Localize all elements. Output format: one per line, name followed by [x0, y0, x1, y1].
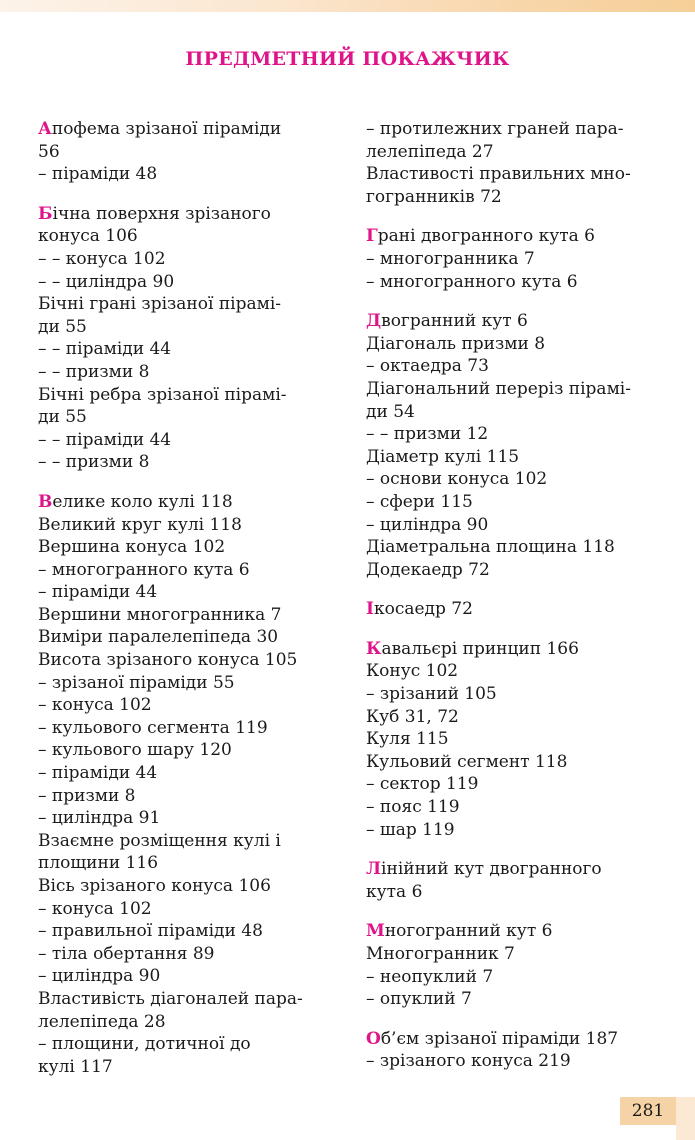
- index-entry: Властивість діагоналей пара-: [38, 988, 303, 1009]
- index-entry: Діагональ призми 8: [366, 333, 546, 354]
- index-entry: – протилежних граней пара-: [366, 119, 624, 139]
- index-entry: – многогранника 7: [366, 248, 535, 269]
- index-entry: – сфери 115: [366, 491, 473, 512]
- index-entry: – неопуклий 7: [366, 966, 494, 987]
- index-entry: – піраміди 44: [38, 763, 158, 784]
- corner-decoration: [676, 1097, 695, 1140]
- index-section-heading-entry: [366, 920, 666, 943]
- section-gap: [366, 581, 666, 598]
- section-initial-letter: О: [366, 1028, 381, 1049]
- index-entry: ди 55: [38, 407, 87, 428]
- index-entry: – зрізаної піраміди 55: [38, 672, 235, 693]
- section-gap: [366, 1011, 666, 1028]
- section-initial-letter: А: [38, 119, 52, 139]
- index-entry: – циліндра 91: [38, 808, 161, 829]
- index-section-heading-entry: [366, 858, 666, 881]
- index-entry: Великий круг кулі 118: [38, 514, 242, 535]
- index-entry: Вісь зрізаного конуса 106: [38, 876, 271, 896]
- section-initial-letter: І: [366, 599, 374, 620]
- index-entry: Бічні ребра зрізаної пірамі-: [38, 384, 287, 405]
- index-entry: Виміри паралелепіпеда 30: [38, 627, 279, 648]
- index-entry: – циліндра 90: [38, 966, 161, 987]
- index-entry: кута 6: [366, 881, 423, 902]
- index-entry: Діаметр кулі 115: [366, 446, 520, 467]
- index-section-heading-entry: [38, 203, 338, 226]
- index-entry-text: елике коло кулі 118: [52, 491, 233, 512]
- section-gap: [38, 474, 338, 491]
- page-title: ПРЕДМЕТНИЙ ПОКАЖЧИК: [185, 48, 510, 70]
- section-gap: [366, 621, 666, 638]
- index-entry: Конус 102: [366, 661, 459, 682]
- index-entry: – многогранного кута 6: [38, 559, 250, 580]
- index-entry: – піраміди 44: [38, 582, 158, 603]
- section-gap: [366, 841, 666, 858]
- index-entry: – шар 119: [366, 819, 455, 840]
- index-entry-text: пофема зрізаної піраміди: [51, 119, 282, 139]
- index-section-heading-entry: [366, 598, 666, 621]
- section-gap: [38, 186, 338, 203]
- index-entry: Діагональний переріз пірамі-: [366, 378, 631, 399]
- index-entry: – кульового шару 120: [38, 740, 232, 761]
- index-entry: – призми 8: [38, 785, 136, 806]
- index-entry: – опуклий 7: [366, 989, 472, 1010]
- index-entry: Висота зрізаного конуса 105: [38, 650, 298, 671]
- index-entry: – тіла обертання 89: [38, 943, 215, 964]
- index-entry: – кульового сегмента 119: [38, 717, 268, 738]
- index-entry: – площини, дотичної до: [38, 1034, 251, 1055]
- index-entry: лелепіпеда 28: [38, 1011, 166, 1032]
- index-entry-text: ногогранний кут 6: [384, 921, 553, 942]
- index-entry: гогранників 72: [366, 186, 502, 207]
- index-entry: площини 116: [38, 853, 159, 874]
- index-entry: Кульовий сегмент 118: [366, 751, 568, 772]
- index-entry-text: інійний кут двогранного: [381, 859, 602, 880]
- index-entry: Взаємне розміщення кулі і: [38, 830, 281, 851]
- section-initial-letter: Д: [366, 311, 382, 332]
- top-decorative-band: [0, 0, 695, 12]
- index-entry-text: вогранний кут 6: [381, 311, 528, 332]
- index-entry: ди 54: [366, 401, 415, 422]
- index-entry: – – призми 8: [38, 361, 150, 382]
- index-section-heading-entry: [38, 491, 338, 514]
- index-column-left: [38, 118, 338, 1078]
- index-entry: – зрізаного конуса 219: [366, 1051, 571, 1072]
- index-entry: лелепіпеда 27: [366, 141, 494, 162]
- index-entry: – основи конуса 102: [366, 469, 548, 490]
- section-initial-letter: К: [366, 638, 382, 659]
- section-initial-letter: Л: [366, 859, 382, 880]
- section-initial-letter: Б: [38, 203, 53, 224]
- index-entry: Діаметральна площина 118: [366, 537, 615, 558]
- index-entry: – – конуса 102: [38, 248, 166, 269]
- index-entry: – піраміди 48: [38, 164, 158, 185]
- page-number: 281: [620, 1097, 676, 1125]
- index-entry: конуса 106: [38, 226, 138, 247]
- index-entry: – – призми 8: [38, 452, 150, 473]
- index-entry: – – піраміди 44: [38, 429, 172, 450]
- index-entry: Многогранник 7: [366, 944, 515, 964]
- index-entry: Властивості правильних мно-: [366, 164, 631, 185]
- index-section-heading-entry: [366, 638, 666, 661]
- section-gap: [366, 903, 666, 920]
- index-entry: – правильної піраміди 48: [38, 921, 263, 942]
- index-entry: – – циліндра 90: [38, 271, 175, 292]
- index-section-heading-entry: [366, 310, 666, 333]
- index-entry: Додекаедр 72: [366, 559, 490, 580]
- index-section-heading-entry: [38, 118, 338, 141]
- section-initial-letter: М: [366, 921, 385, 942]
- index-column-right: [366, 118, 666, 1073]
- index-entry-text: рані двогранного кута 6: [377, 226, 595, 247]
- index-entry: Бічні грані зрізаної пірамі-: [38, 294, 282, 315]
- index-section-heading-entry: [366, 225, 666, 248]
- index-entry: Вершини многогранника 7: [38, 604, 282, 625]
- index-entry: 56: [38, 141, 60, 162]
- index-entry-text: авальєрі принцип 166: [381, 638, 579, 659]
- index-entry: кулі 117: [38, 1056, 113, 1077]
- index-entry: Вершина конуса 102: [38, 537, 226, 558]
- section-initial-letter: В: [38, 491, 53, 512]
- index-entry: – зрізаний 105: [366, 684, 497, 705]
- index-entry-text: косаедр 72: [373, 599, 473, 620]
- index-entry: ди 55: [38, 316, 87, 337]
- index-entry: Куля 115: [366, 729, 449, 750]
- index-entry: – – призми 12: [366, 424, 489, 445]
- index-entry: – октаедра 73: [366, 356, 489, 377]
- section-gap: [366, 293, 666, 310]
- index-entry: – многогранного кута 6: [366, 271, 578, 292]
- index-entry: – – піраміди 44: [38, 339, 172, 360]
- index-entry: – циліндра 90: [366, 514, 489, 535]
- index-section-heading-entry: [366, 1028, 666, 1051]
- index-entry-text: б’єм зрізаної піраміди 187: [380, 1028, 619, 1049]
- index-entry: Куб 31, 72: [366, 706, 459, 727]
- section-gap: [366, 208, 666, 225]
- index-entry: – пояс 119: [366, 797, 460, 818]
- index-entry: – сектор 119: [366, 774, 479, 795]
- index-entry: – конуса 102: [38, 898, 152, 919]
- index-entry-text: ічна поверхня зрізаного: [52, 203, 271, 224]
- index-entry: – конуса 102: [38, 695, 152, 716]
- section-initial-letter: Г: [366, 226, 378, 247]
